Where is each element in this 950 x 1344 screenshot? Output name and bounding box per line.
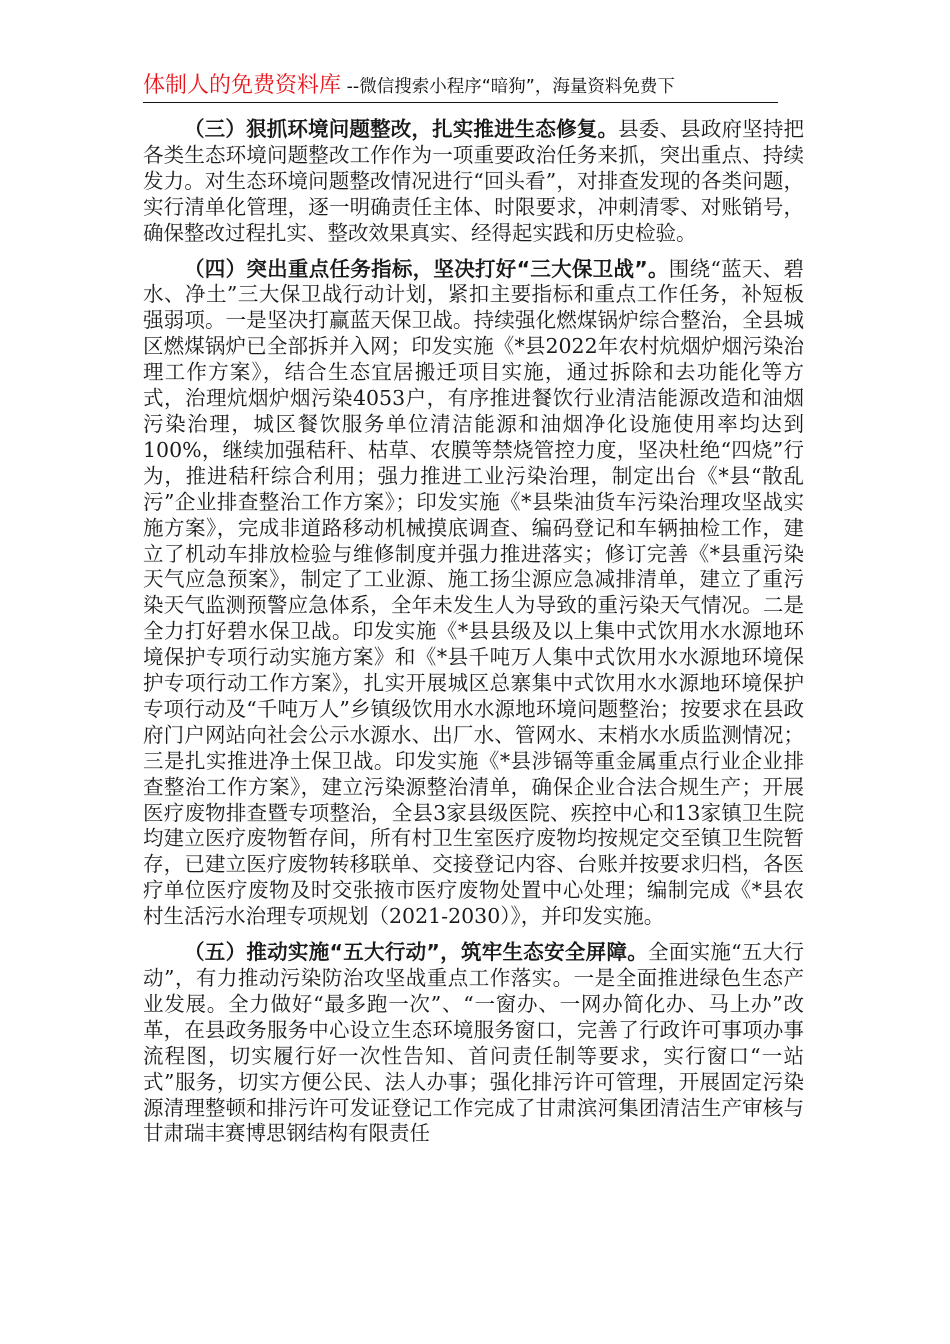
paragraph-text: 围绕“蓝天、碧水、净土”三大保卫战行动计划，紧扣主要指标和重点工作任务，补短板强弱项。一是坚决打赢蓝天保卫战。持续强化燃煤锅炉综合整治，全县城区燃煤锅炉已全部拆并入网；印发实施《*县2022年农村炕烟炉烟污染治理工作方案》，结合生态宜居搬迁项目实施，通过拆除和去功能化等方式，治理炕烟炉烟污染4053户，有序推进餐饮行业清洁能源改造和油烟污染治理，城区餐饮服务单位清洁能源和油烟净化设施使用率均达到100%，继续加强秸秆、枯草、农膜等禁烧管控力度，坚决杜绝“四烧”行为，推进秸秆综合利用；强力推进工业污染治理，制定出台《*县“散乱污”企业排查整治工作方案》；印发实施《*县柴油货车污染治理攻坚战实施方案》，完成非道路移动机械摸底调查、编码登记和车辆抽检工作，建立了机动车排放检验与维修制度并强力推进落实；修订完善《*县重污染天气应急预案》，制定了工业源、施工扬尘源应急减排清单，建立了重污染天气监测预警应急体系，全年未发生人为导致的重污染天气情况。二是全力打好碧水保卫战。印发实施《*县县级及以上集中式饮用水水源地环境保护专项行动实施方案》和《*县千吨万人集中式饮用水水源地环境保护专项行动工作方案》，扎实开展城区总寨集中式饮用水水源地环境保护专项行动及“千吨万人”乡镇级饮用水水源地环境问题整治；按要求在县政府门户网站向社会公示水源水、出厂水、管网水、末梢水水质监测情况；三是扎实推进净土保卫战。印发实施《*县涉镉等重金属重点行业企业排查整治工作方案》，建立污染源整治清单，确保企业合法合规生产；开展医疗废物排查暨专项整治，全县3家县级医院、疾控中心和13家镇卫生院均建立医疗废物暂存间，所有村卫生室医疗废物均按规定交至镇卫生院暂存，已建立医疗废物转移联单、交接登记内容、台账并按要求归档，各医疗单位医疗废物及时交张掖市医疗废物处置中心处理；编制完成《*县农村生活污水治理专项规划（2021-2030）》，并印发实施。 (143, 256, 804, 929)
paragraph-text: 县委、县政府坚持把各类生态环境问题整改工作作为一项重要政治任务来抓，突出重点、持续发力。对生态环境问题整改情况进行“回头看”，对排查发现的各类问题，实行清单化管理，逐一明确责任主体、时限要求，冲刺清零、对账销号，确保整改过程扎实、整改效果真实、经得起实践和历史检验。 (143, 117, 805, 245)
header-brand: 体制人的免费资料库 (143, 73, 342, 98)
paragraph-text: 全面实施“五大行动”，有力推动污染防治攻坚战重点工作落实。一是全面推进绿色生态产业发展。全力做好“最多跑一次”、“一窗办、一网办简化办、马上办”改革，在县政务服务中心设立生态环境服务窗口，完善了行政许可事项办事流程图，切实履行好一次性告知、首问责任制等要求，实行窗口“一站式”服务，切实方便公民、法人办事；强化排污许可管理，开展固定污染源清理整顿和排污许可发证登记工作完成了甘肃滨河集团清洁生产审核与甘肃瑞丰赛博思钢结构有限责任 (143, 940, 804, 1146)
paragraph-heading: （五）推动实施“五大行动”，筑牢生态安全屏障。 (184, 940, 649, 965)
header-tagline: --微信搜索小程序“暗狗”，海量资料免费下 (341, 77, 675, 97)
paragraph-section-5 (143, 940, 804, 1147)
paragraph-section-4 (143, 257, 804, 931)
paragraph-heading: （三）狠抓环境问题整改，扎实推进生态修复。 (184, 117, 619, 141)
document-body (143, 117, 804, 1147)
page-header (143, 72, 778, 100)
paragraph-section-3 (143, 117, 804, 247)
paragraph-heading: （四）突出重点任务指标，坚决打好“三大保卫战”。 (184, 256, 669, 281)
header-divider (143, 102, 778, 103)
